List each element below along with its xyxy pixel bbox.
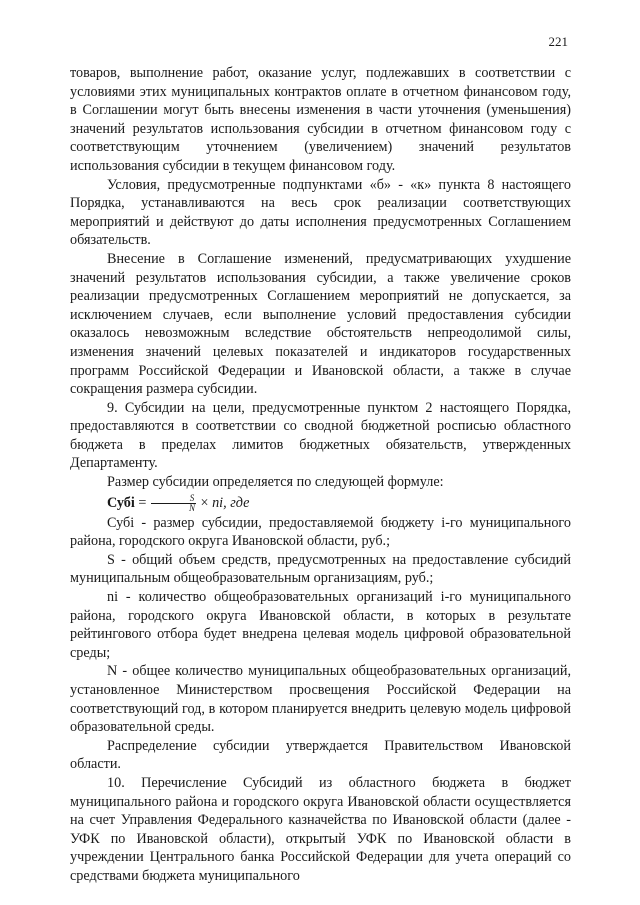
formula-lhs: Субi [107, 494, 135, 511]
formula-fraction [151, 494, 196, 513]
paragraph-item-10: 10. Перечисление Субсидий из областного бюджета в бюджет муниципального района и городского округа Ивановской области осуществляется на счет Управления Федерального казначейства по Ивановской области (далее - УФК по Ивановской области), открытый УФК по Ивановской области в учреждении Центрального банка Российской Федерации для учета операций со средствами бюджета муниципального [70, 774, 571, 884]
paragraph-formula-intro: Размер субсидии определяется по следующей формуле: [107, 474, 444, 491]
formula-ni: ni [212, 494, 224, 511]
formula-equals: = [134, 494, 150, 511]
paragraph-item-9: 9. Субсидии на цели, предусмотренные пунктом 2 настоящего Порядка, предоставляются в соответствии со сводной бюджетной росписью областного бюджета в пределах лимитов бюджетных обязательств, утвержденных Департаменту. [70, 399, 571, 472]
paragraph-continuation: товаров, выполнение работ, оказание услуг, подлежавших в соответствии с условиями этих муниципальных контрактов оплате в отчетном финансовом году, в Соглашении могут быть внесены изменения в части уточнения (уменьшения) значений результатов использования субсидии в отчетном финансовом году с соответствующим уточнением (увеличением) значений результатов использования субсидии в текущем финансовом году. [70, 65, 571, 174]
formula-times: × [196, 494, 213, 511]
formula-numerator: S [151, 494, 196, 504]
definition-n: N - общее количество муниципальных общеобразовательных организаций, установленное Министерством просвещения Российской Федерации на соответствующий год, в котором планируется внедрить целевую модель цифровой образовательной среды. [70, 663, 571, 736]
page-number: 221 [548, 34, 568, 49]
definition-s: S - общий объем средств, предусмотренных на предоставление субсидий муниципальным общеобразовательным организациям, руб.; [70, 551, 571, 587]
paragraph-amendments: Внесение в Соглашение изменений, предусматривающих ухудшение значений результатов использования субсидии, а также увеличение сроков реализации предусмотренных Соглашением мероприятий не допускается, за исключением случаев, если выполнение условий предоставления субсидии оказалось невозможным вследствие обстоятельств непреодолимой силы, изменения значений целевых показателей и индикаторов государственных программ Российской Федерации и Ивановской области, а также в случае сокращения размера субсидии. [70, 250, 571, 398]
paragraph-conditions: Условия, предусмотренные подпунктами «б» - «к» пункта 8 настоящего Порядка, устанавливаются на весь срок реализации соответствующих мероприятий и действуют до даты исполнения предусмотренных Соглашением обязательств. [70, 176, 571, 249]
formula-tail: , где [223, 494, 250, 511]
formula-denominator: N [188, 502, 195, 513]
definition-ni: ni - количество общеобразовательных организаций i-го муниципального района, городского округа Ивановской области, в которых в результате рейтингового отбора будет внедрена целевая модель цифровой образовательной среды; [70, 589, 571, 661]
definition-subi: Субi - размер субсидии, предоставляемой бюджету i-го муниципального района, городского округа Ивановской области, руб.; [70, 514, 571, 550]
document-body [70, 64, 571, 886]
subsidy-formula [70, 492, 571, 514]
paragraph-distribution: Распределение субсидии утверждается Правительством Ивановской области. [70, 737, 571, 773]
